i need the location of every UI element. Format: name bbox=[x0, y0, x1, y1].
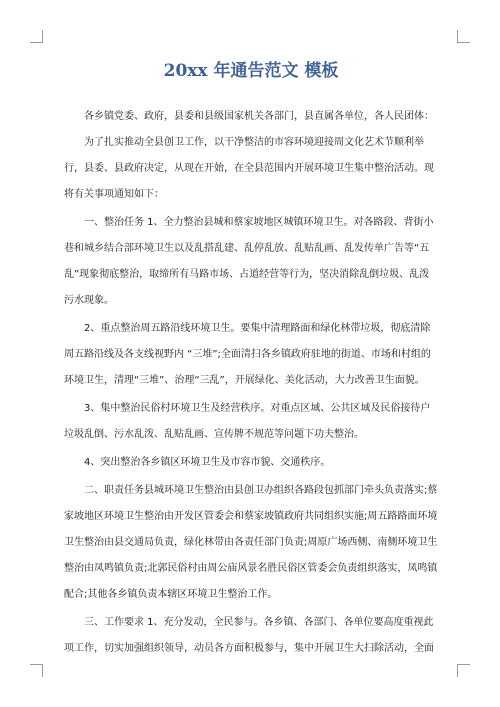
paragraph-task-1: 一、整治任务 1、全力整治县城和蔡家坡地区城镇环境卫生。对各路段、背街小巷和城乡结合部环境卫生以及乱搭乱建、乱停乱放、乱贴乱画、乱发传单广告等“五乱”现象彻底整治，取缔所有马路市场、占道经营等行为，坚决消除乱倒垃圾、乱泼污水现象。 bbox=[64, 217, 434, 306]
paragraph-salutation: 各乡镇党委、政府，县委和县级国家机关各部门，县直属各单位，各人民团体： bbox=[84, 111, 434, 122]
crop-mark-top-right bbox=[457, 30, 470, 43]
paragraph-responsibilities: 二、职责任务县城环境卫生整治由县创卫办组织各路段包抓部门牵头负责落实;蔡家坡地区环境卫生整治由开发区管委会和蔡家坡镇政府共同组织实施;周五路路面环境卫生整治由县交通局负责，绿化林带由各责任部门负责;周原广场西侧、南侧环境卫生整治由凤鸣镇负责;北郭民俗村由周公庙风景名胜民俗区管委会负责组织落实，凤鸣镇配合;其他各乡镇负责本辖区环境卫生整治工作。 bbox=[64, 485, 438, 600]
paragraph-task-4: 4、突出整治各乡镇区环境卫生及市容市貌、交通秩序。 bbox=[84, 457, 331, 468]
crop-mark-bottom-right bbox=[457, 664, 470, 677]
paragraph-task-3: 3、集中整治民俗村环境卫生及经营秩序。对重点区域、公共区域及民俗接待户垃圾乱倒、污水乱泼、乱贴乱画、宣传牌不规范等问题下功夫整治。 bbox=[64, 403, 431, 440]
crop-mark-bottom-left bbox=[30, 664, 43, 677]
paragraph-task-2: 2、重点整治周五路沿线环境卫生。要集中清理路面和绿化林带垃圾，彻底清除周五路沿线及各支线视野内 “三堆”;全面清扫各乡镇政府驻地的街道、市场和村组的环境卫生，清理“三堆”、治理“三乱”，开展绿化、美化活动，大力改善卫生面貌。 bbox=[64, 323, 431, 386]
paragraph-intro: 为了扎实推动全县创卫工作，以干净整洁的市容环境迎接周文化艺术节顺利举行，县委、县政府决定，从现在开始，在全县范围内开展环境卫生集中整治活动。现将有关事项通知如下： bbox=[64, 137, 434, 200]
paragraph-requirements: 三、工作要求 1、充分发动，全民参与。各乡镇、各部门、各单位要高度重视此项工作，切实加强组织领导，动员各方面积极参与，集中开展卫生大扫除活动，全面 bbox=[64, 617, 434, 654]
document-title: 20xx 年通告范文 模板 bbox=[163, 61, 339, 81]
crop-mark-top-left bbox=[30, 30, 43, 43]
document-page bbox=[64, 58, 438, 662]
